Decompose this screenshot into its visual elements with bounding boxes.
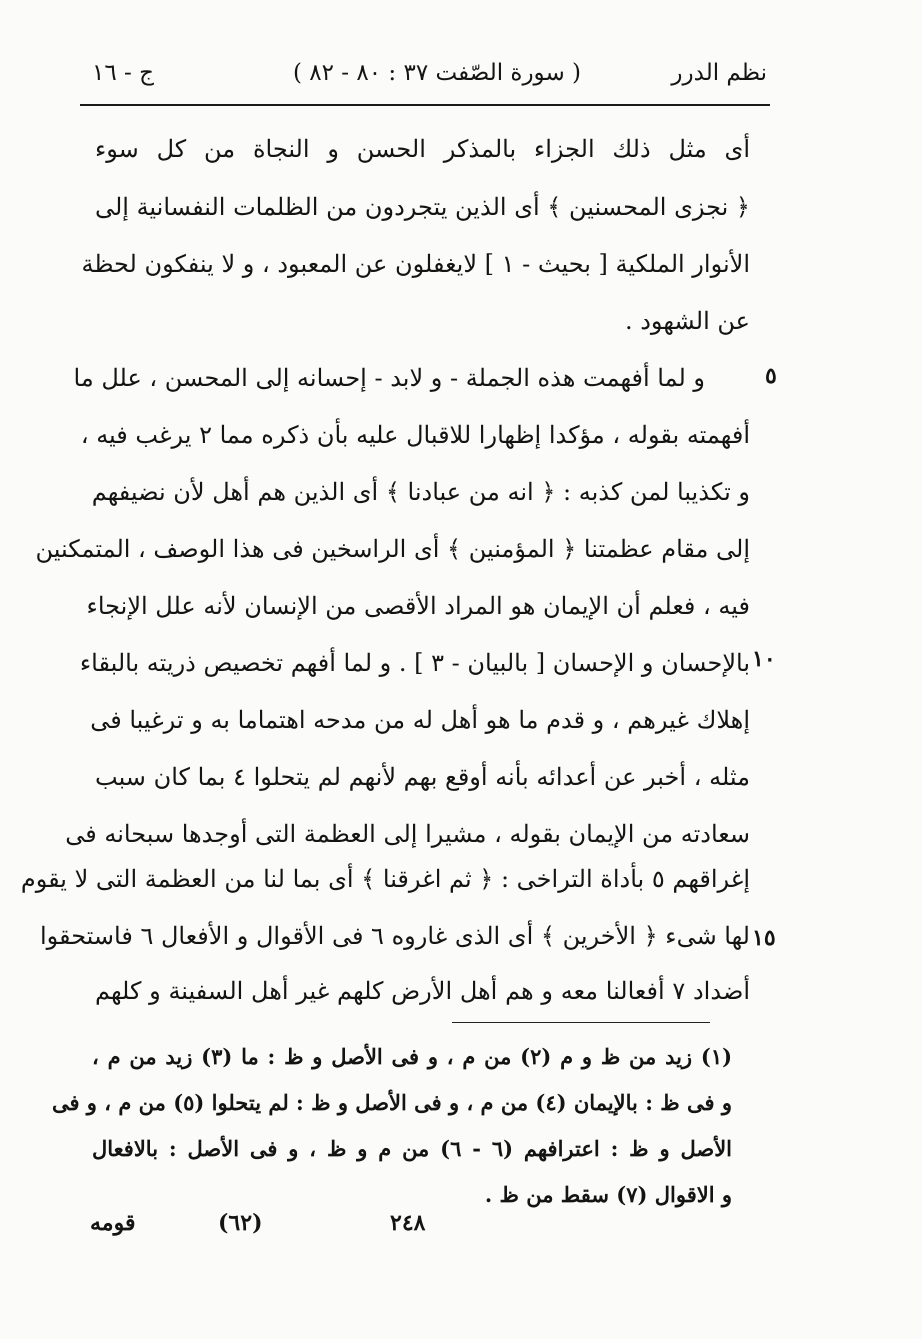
line-number-15: ١٥ [752,925,776,951]
line-number-5: ٥ [765,363,777,389]
running-header [82,52,767,98]
text-line-8: إلى مقام عظمتنا ﴿ المؤمنين ﴾ أى الراسخين فى هذا الوصف ، المتمكنين [35,535,750,563]
volume-number: ج - ١٦ [92,60,154,86]
text-line-9: فيه ، فعلم أن الإيمان هو المراد الأقصى من الإنسان لأنه علل الإنجاء [86,592,750,620]
text-line-16: أضداد ٧ أفعالنا معه و هم أهل الأرض كلهم غير أهل السفينة و كلهم [95,977,750,1005]
text-line-5: و لما أفهمت هذه الجملة - و لابد - إحسانه إلى المحسن ، علل ما [73,364,705,392]
text-line-7: و تكذيبا لمن كذبه : ﴿ انه من عبادنا ﴾ أى الذين هم أهل لأن نضيفهم [91,478,750,506]
text-line-3: الأنوار الملكية [ بحيث - ١ ] لايغفلون عن المعبود ، و لا ينفكون لحظة [81,250,750,278]
text-line-13: سعادته من الإيمان بقوله ، مشيرا إلى العظمة التى أوجدها سبحانه فى [65,820,750,848]
header-rule [80,104,770,106]
page-number: ٢٤٨ [390,1210,426,1236]
footnote-line-3: الأصل و ظ : اعترافهم (٦ - ٦) من م و ظ ، و فى الأصل : بالافعال [92,1136,733,1161]
surah-reference: ( سورة الصّفت ٣٧ : ٨٠ - ٨٢ ) [292,60,581,86]
line-number-10: ١٠ [752,646,776,672]
book-title: نظم الدرر [671,60,767,86]
catchword: قومه [90,1210,136,1236]
text-line-11: إهلاك غيرهم ، و قدم ما هو أهل له من مدحه اهتماما به و ترغيبا فى [90,706,750,734]
text-line-15: لها شىء ﴿ الأخرين ﴾ أى الذى غاروه ٦ فى الأقوال و الأفعال ٦ فاستحقوا [39,922,750,950]
text-line-12: مثله ، أخبر عن أعدائه بأنه أوقع بهم لأنهم لم يتحلوا ٤ بما كان سبب [95,763,750,791]
footnote-line-1: (١) زيد من ظ و م (٢) من م ، و فى الأصل و ظ : ما (٣) زيد من م ، [92,1044,733,1069]
page-footer [90,1210,470,1250]
text-line-4: عن الشهود . [624,307,750,335]
footnote-line-2: و فى ظ : بالإيمان (٤) من م ، و فى الأصل و ظ : لم يتحلوا (٥) من م ، و فى [51,1090,732,1115]
text-line-10: بالإحسان و الإحسان [ بالبيان - ٣ ] . و لما أفهم تخصيص ذريته بالبقاء [79,649,750,677]
text-line-6: أفهمته بقوله ، مؤكدا إظهارا للاقبال عليه بأن ذكره مما ٢ يرغب فيه ، [80,421,750,449]
signature-mark: (٦٢) [218,1210,263,1236]
footnote-rule [452,1022,710,1023]
text-line-1: أى مثل ذلك الجزاء بالمذكر الحسن و النجاة من كل سوء [95,135,750,163]
text-line-2: ﴿ نجزى المحسنين ﴾ أى الذين يتجردون من الظلمات النفسانية إلى [94,193,750,221]
text-line-14: إغراقهم ٥ بأداة التراخى : ﴿ ثم اغرقنا ﴾ أى بما لنا من العظمة التى لا يقوم [20,865,750,893]
footnote-line-4: و الاقوال (٧) سقط من ظ . [484,1182,732,1207]
